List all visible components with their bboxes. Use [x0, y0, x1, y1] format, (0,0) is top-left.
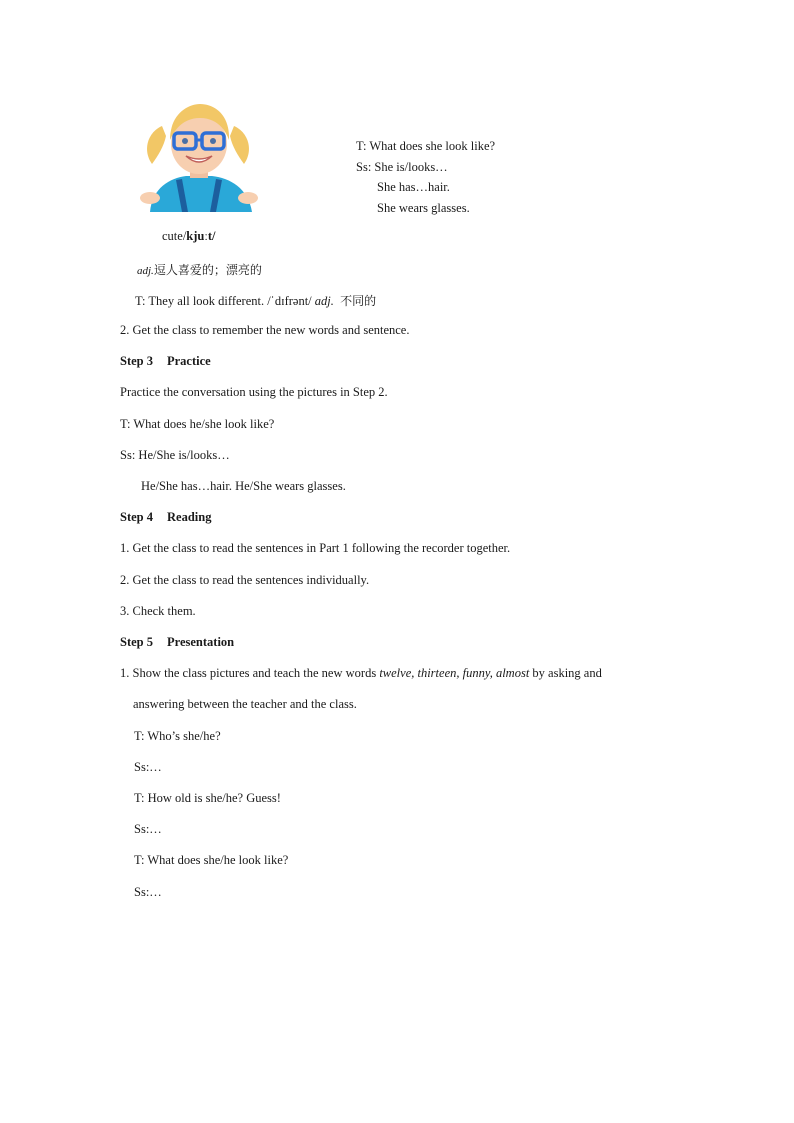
step5-dialogue-5: T: What does she/he look like? — [134, 853, 289, 867]
step3-t-line: T: What does he/she look like? — [120, 417, 275, 431]
step4-item-3: 3. Check them. — [120, 604, 196, 618]
step4-label: Step 4 — [120, 510, 153, 524]
step5-dialogue-1: T: Who’s she/he? — [134, 729, 221, 743]
step3-title: Practice — [167, 354, 211, 368]
different-pos: adj. — [314, 294, 334, 308]
step5-title: Presentation — [167, 635, 235, 649]
step5-dialogue-4: Ss:… — [134, 822, 162, 836]
step5-heading — [120, 635, 234, 650]
step5-dialogue-6: Ss:… — [134, 885, 162, 899]
girl-with-glasses-photo — [136, 100, 260, 212]
vocab-meaning: 逗人喜爱的；漂亮的 — [153, 263, 262, 277]
vocab-pos: adj. — [137, 265, 154, 277]
step3-heading — [120, 354, 211, 369]
step5-item-1 — [120, 666, 602, 681]
remember-item: 2. Get the class to remember the new words and sentence. — [120, 323, 410, 337]
step4-item-2: 2. Get the class to read the sentences individually. — [120, 573, 370, 587]
different-line — [135, 292, 376, 309]
step4-heading — [120, 510, 211, 525]
different-meaning: 不同的 — [340, 294, 377, 308]
image-dialogue-hair: She has…hair. — [377, 180, 450, 194]
step5-label: Step 5 — [120, 635, 153, 649]
image-dialogue-glasses: She wears glasses. — [377, 201, 470, 215]
image-dialogue-question: T: What does she look like? — [356, 139, 496, 153]
step5-item1-suffix: by asking and — [529, 666, 602, 680]
step5-item1-prefix: 1. Show the class pictures and teach the new words — [120, 666, 380, 680]
step5-item1-words: twelve, thirteen, funny, almost — [379, 666, 530, 680]
vocab-phonetic: kjuːt/ — [186, 229, 216, 243]
step3-ss-line2: He/She has…hair. He/She wears glasses. — [141, 479, 346, 493]
step5-item1-cont: answering between the teacher and the class. — [133, 697, 357, 711]
step4-item-1: 1. Get the class to read the sentences in Part 1 following the recorder together. — [120, 541, 511, 555]
step3-label: Step 3 — [120, 354, 153, 368]
image-dialogue-answer: Ss: She is/looks… — [356, 160, 448, 174]
step5-dialogue-3: T: How old is she/he? Guess! — [134, 791, 281, 805]
step5-dialogue-2: Ss:… — [134, 760, 162, 774]
vocab-word-line — [162, 229, 215, 244]
different-text: T: They all look different. /ˈdɪfrənt/ — [135, 294, 315, 308]
vocab-meaning-line — [137, 261, 262, 278]
step3-intro: Practice the conversation using the pictures in Step 2. — [120, 385, 388, 399]
step4-title: Reading — [167, 510, 212, 524]
step3-ss-line: Ss: He/She is/looks… — [120, 448, 230, 462]
vocab-word: cute/ — [162, 229, 187, 243]
